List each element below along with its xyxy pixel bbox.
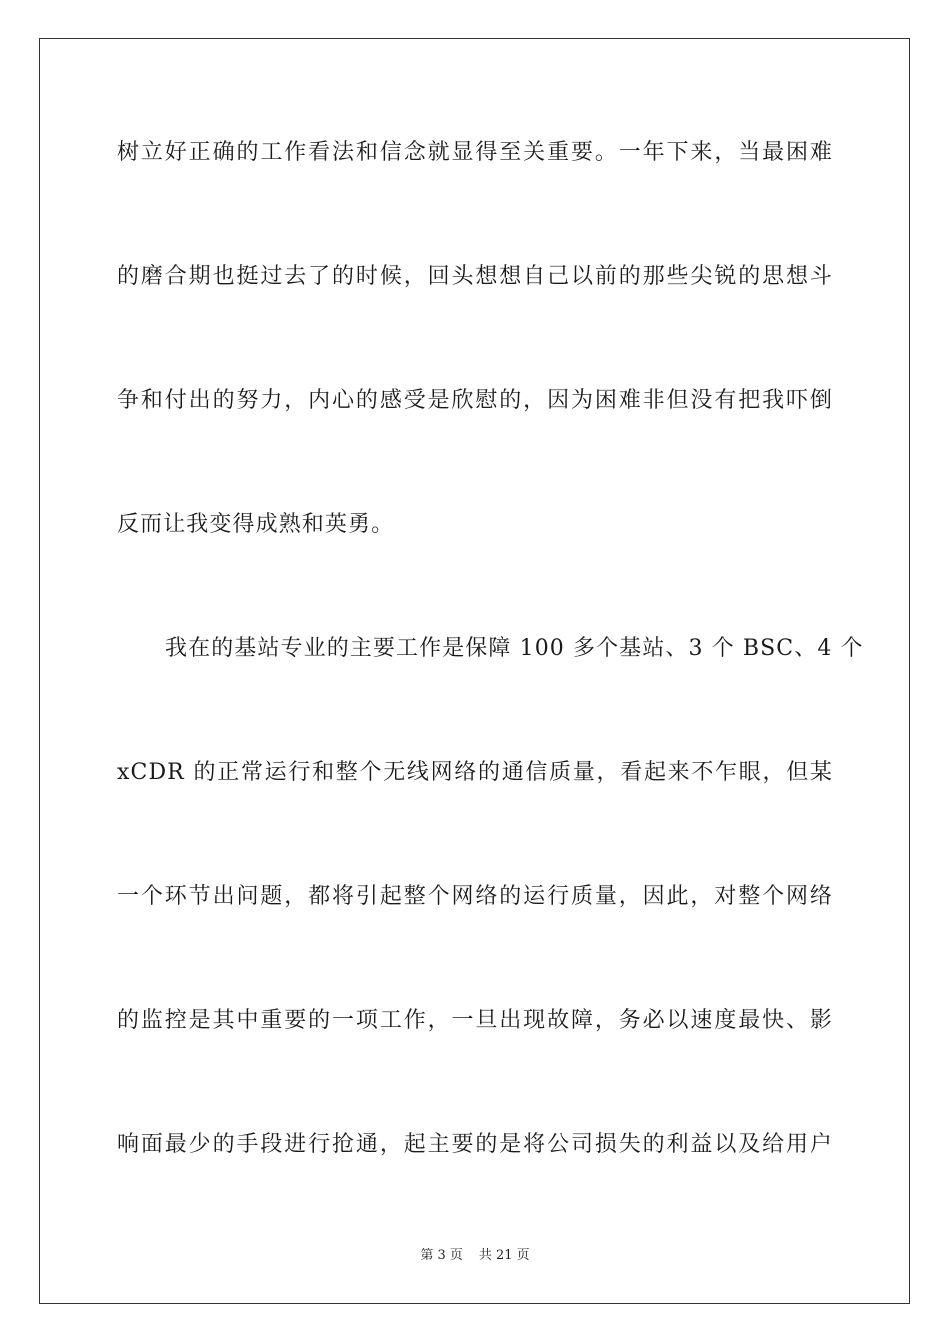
paragraph-line: 反而让我变得成熟和英勇。 [117,512,395,537]
page-footer [0,1247,950,1265]
paragraph-line: 的监控是其中重要的一项工作，一旦出现故障，务必以速度最快、影 [117,1008,833,1033]
page-number: 第 3 页 [420,1248,463,1263]
paragraph-line: 一个环节出问题，都将引起整个网络的运行质量，因此，对整个网络 [117,884,833,909]
page-border [39,38,910,1304]
paragraph-line: 我在的基站专业的主要工作是保障 100 多个基站、3 个 BSC、4 个 [165,636,864,661]
paragraph-line: 树立好正确的工作看法和信念就显得至关重要。一年下来，当最困难 [117,140,833,165]
paragraph-line: 响面最少的手段进行抢通，起主要的是将公司损失的利益以及给用户 [117,1132,833,1157]
page-total: 共 21 页 [478,1248,530,1263]
paragraph-line: 的磨合期也挺过去了的时候，回头想想自己以前的那些尖锐的思想斗 [117,264,833,289]
paragraph-line: 争和付出的努力，内心的感受是欣慰的，因为困难非但没有把我吓倒 [117,388,833,413]
paragraph-line: xCDR 的正常运行和整个无线网络的通信质量，看起来不乍眼，但某 [117,760,833,785]
